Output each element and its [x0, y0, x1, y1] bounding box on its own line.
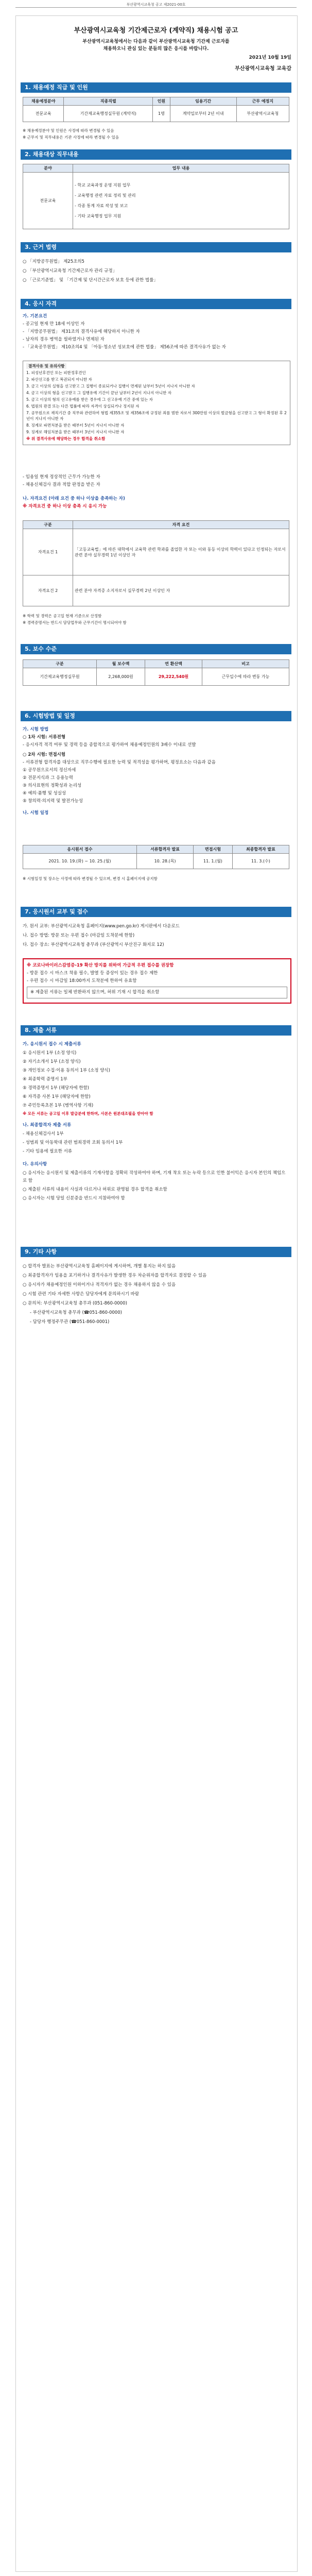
box-line: 4. 금고 이상의 형을 선고받고 그 집행유예 기간이 끝난 날부터 2년이 지나지 아니한 자	[26, 391, 172, 395]
box-line: 1. 피성년후견인 또는 피한정후견인	[26, 370, 86, 375]
exam-criterion: ① 공무원으로서의 정신자세	[23, 768, 76, 773]
table-cell: 기간제교육행정실무원	[23, 668, 97, 686]
duties-table	[23, 164, 289, 229]
intro-line: 부산광역시교육청에서는 다음과 같이 부산광역시교육청 기간제 근로자를	[82, 39, 230, 44]
table-header: 직종직렬	[64, 97, 153, 106]
note-text: ※ 경력증명서는 반드시 담당업무와 근무기간이 명시되어야 함	[23, 620, 127, 625]
etc-line: ○ 문의처: 부산광역시교육청 총무과 (051-860-0000)	[23, 1301, 127, 1306]
duties-cell	[73, 173, 289, 229]
table-header: 구분	[23, 660, 97, 668]
table-cell: 관련 분야 자격증 소지자로서 실무경력 2년 이상인 자	[73, 575, 289, 606]
positions-table	[23, 97, 289, 122]
law-list	[23, 258, 289, 285]
doc-note: ※ 모든 서류는 공고일 이후 발급분에 한하며, 사본은 원본대조필을 받아야 함	[23, 1111, 153, 1116]
etc-line: ○ 합격자 발표는 부산광역시교육청 홈페이지에 게시하며, 개별 통지는 하지 않음	[23, 1264, 176, 1269]
subsection-title: 나. 최종합격자 제출 서류	[23, 1123, 72, 1128]
table-cell: 기간제교육행정실무원 (계약직)	[64, 106, 153, 122]
table-cell: 전문교육	[23, 173, 73, 229]
section-heading-4: 4. 응시 자격	[21, 299, 291, 309]
caution-line: ○ 응시자는 시험 당일 신분증을 반드시 지참하여야 함	[23, 1196, 125, 1201]
table-cell: 자격요건 1	[23, 529, 73, 575]
subsection-title: 가. 응시원서 접수 시 제출서류	[23, 1042, 81, 1047]
box-line: 5. 금고 이상의 형의 선고유예를 받은 경우에 그 선고유예 기간 중에 있는 자	[26, 397, 153, 402]
table-header: 최종합격자 발표	[232, 845, 289, 854]
doc-item: ① 응시원서 1부 (소정 양식)	[23, 1050, 77, 1056]
etc-line: ○ 시험 관련 기타 자세한 사항은 담당자에게 문의하시기 바람	[23, 1292, 140, 1297]
section-heading-9: 9. 기타 사항	[21, 1247, 291, 1257]
table-header: 업무 내용	[73, 164, 289, 173]
doc-item: - 채용신체검사서 1부	[23, 1131, 64, 1137]
exam-criterion: ② 전문지식과 그 응용능력	[23, 775, 73, 781]
documents-info	[23, 1041, 289, 1204]
section-heading-2: 2. 채용대상 직무내용	[21, 149, 291, 160]
apply-line: 다. 접수 장소: 부산광역시교육청 총무과 (부산광역시 부산진구 화지로 12)	[23, 942, 164, 947]
doc-item: ⑦ 주민등록초본 1부 (병역사항 기재)	[23, 1103, 94, 1108]
requirements-notes	[23, 613, 289, 626]
box-line: 7. 공무원으로 재직기간 중 직무와 관련하여 형법 제355조 및 제356조에 규정된 죄를 범한 자로서 300만원 이상의 벌금형을 선고받고 그 형이 확정된 후 2년이 지나지 아니한 자	[26, 411, 287, 421]
table-cell: 「고등교육법」에 따른 대학에서 교육학 관련 학과를 졸업한 자 또는 이와 동등 이상의 학력이 있다고 인정되는 자로서 관련 분야 실무경력 1년 이상인 자	[73, 529, 289, 575]
table-header: 자격 요건	[73, 521, 289, 529]
requirements-table	[23, 520, 289, 606]
table-header: 구분	[23, 521, 73, 529]
table-cell: 2,268,000원	[96, 668, 145, 686]
covid-notice-box	[23, 958, 291, 1004]
doc-item: ② 자기소개서 1부 (소정 양식)	[23, 1059, 81, 1064]
table-header: 임용기간	[170, 97, 236, 106]
subsection-title: 나. 자격요건 (아래 요건 중 하나 이상을 충족하는 자)	[23, 496, 125, 501]
duty-item: - 기타 교육행정 업무 지원	[75, 213, 122, 218]
box-line: 3. 금고 이상의 실형을 선고받고 그 집행이 종료되거나 집행이 면제된 날부터 5년이 지나지 아니한 자	[26, 384, 195, 388]
positions-notes	[23, 128, 289, 141]
section-heading-7: 7. 응시원서 교부 및 접수	[21, 907, 291, 917]
etc-line: ○ 최종합격자가 임용을 포기하거나 결격사유가 발생한 경우 차순위자를 합격자로 결정할 수 있음	[23, 1273, 207, 1278]
box-line: 6. 법원의 판결 또는 다른 법률에 따라 자격이 상실되거나 정지된 자	[26, 404, 140, 409]
page-title: 부산광역시교육청 기간제근로자 (계약직) 채용시험 공고	[74, 27, 238, 35]
disqualification-box	[23, 361, 290, 445]
qual-line: - 채용신체검사 결과 적합 판정을 받은 자	[23, 482, 100, 487]
table-header: 서류합격자 발표	[136, 845, 193, 854]
doc-item: ⑥ 자격증 사본 1부 (해당자에 한함)	[23, 1094, 91, 1099]
box-line: 2. 파산선고를 받고 복권되지 아니한 자	[26, 377, 92, 382]
header-divider	[15, 7, 297, 8]
table-cell: 29,222,540원	[145, 668, 202, 686]
table-header: 인원	[153, 97, 170, 106]
box-line: ※ 위 결격사유에 해당하는 경우 합격을 취소함	[26, 436, 106, 441]
section-heading-8: 8. 제출 서류	[21, 1025, 291, 1036]
section-heading-1: 1. 채용예정 직급 및 인원	[21, 82, 291, 93]
contact-line: - 담당자 행정주무관 (☎051-860-0001)	[30, 1319, 110, 1325]
table-cell: 전문교육	[23, 106, 64, 122]
table-cell: 계약일로부터 2년 이내	[170, 106, 236, 122]
exam-step: ○ 2차 시험: 면접시험	[23, 752, 66, 757]
schedule-table	[23, 845, 289, 869]
qual-line: - 「교육공무원법」 제10조의4 및 「아동·청소년 성보호에 관한 법률」 제56조에 따른 결격사유가 없는 자	[23, 345, 226, 350]
table-header: 월 보수액	[96, 660, 145, 668]
table-cell: 11. 1.(월)	[194, 854, 233, 869]
table-header: 면접시험	[194, 845, 233, 854]
note-text: ※ 채용예정분야 및 인원은 사정에 따라 변경될 수 있음	[23, 128, 114, 133]
schedule-note: ※ 시험일정 및 장소는 사정에 따라 변경될 수 있으며, 변경 시 홈페이지에 공지함	[23, 876, 158, 881]
notice-line: - 우편 접수 시 마감일 18:00까지 도착분에 한하여 유효함	[27, 978, 137, 984]
table-cell: 자격요건 2	[23, 575, 73, 606]
law-item: ○ 「근로기준법」 및 「기간제 및 단시간근로자 보호 등에 관한 법률」	[23, 278, 158, 283]
doc-item: - 성범죄 및 아동학대 관련 범죄경력 조회 동의서 1부	[23, 1140, 123, 1145]
doc-item: ③ 개인정보 수집·이용 동의서 1부 (소정 양식)	[23, 1068, 110, 1073]
etc-info	[23, 1262, 289, 1327]
subsection-title: 가. 시험 방법	[23, 727, 49, 732]
exam-step: ○ 1차 시험: 서류전형	[23, 735, 66, 740]
intro-line: 채용하오니 관심 있는 분들의 많은 응시를 바랍니다.	[103, 46, 209, 52]
duty-item: - 각종 통계 자료 작성 및 보고	[75, 203, 128, 208]
table-header: 비고	[202, 660, 289, 668]
apply-line: 나. 접수 방법: 방문 또는 우편 접수 (마감일 도착분에 한함)	[23, 933, 135, 938]
exam-text: - 응시자격 적격 여부 및 경력 등을 종합적으로 평가하여 채용예정인원의 3배수 이내로 선발	[23, 742, 196, 748]
notice-line: - 방문 접수 시 마스크 착용 필수, 발열 등 증상이 있는 경우 접수 제한	[27, 971, 158, 976]
subsection-title: 나. 시험 일정	[23, 810, 49, 816]
qual-sub: ※ 자격요건 중 하나 이상 충족 시 응시 가능	[23, 504, 107, 509]
table-cell: 근무일수에 따라 변동 가능	[202, 668, 289, 686]
contact-line: - 부산광역시교육청 총무과 (☎051-860-0000)	[30, 1310, 122, 1315]
salary-table	[23, 659, 289, 686]
etc-line: ○ 응시자가 채용예정인원 이하이거나 적격자가 없는 경우 채용하지 않을 수 있음	[23, 1282, 176, 1287]
law-item: ○ 「부산광역시교육청 기간제근로자 관리 규정」	[23, 268, 117, 274]
section-heading-5: 5. 보수 수준	[21, 644, 291, 654]
note-text: ※ 근무지 및 직무내용은 기관 사정에 따라 변경될 수 있음	[23, 135, 119, 140]
box-line: 9. 징계로 해임처분을 받은 때부터 3년이 지나지 아니한 자	[26, 430, 125, 434]
note-text: ※ 학력 및 경력은 공고일 현재 기준으로 산정함	[23, 614, 102, 618]
box-title: 결격사유 및 유의사항	[26, 363, 66, 369]
section-heading-3: 3. 근거 법령	[21, 242, 291, 252]
exam-criterion: ③ 의사표현의 정확성과 논리성	[23, 783, 82, 788]
exam-criterion: ④ 예의·품행 및 성실성	[23, 791, 66, 796]
table-header: 채용예정분야	[23, 97, 64, 106]
exam-method	[23, 726, 289, 818]
duty-item: - 교육행정 관련 자료 정리 및 관리	[75, 193, 136, 198]
table-cell: 10. 28.(목)	[136, 854, 193, 869]
doc-item: ④ 최종학력 증명서 1부	[23, 1077, 67, 1082]
doc-item: ⑤ 경력증명서 1부 (해당자에 한함)	[23, 1086, 90, 1091]
subsection-title: 가. 기본요건	[23, 314, 47, 319]
exam-criterion: ⑤ 창의력·의지력 및 발전가능성	[23, 799, 83, 804]
table-cell: 1명	[153, 106, 170, 122]
apply-line: 가. 원서 교부: 부산광역시교육청 홈페이지(www.pen.go.kr) 게시판에서 다운로드	[23, 924, 180, 929]
caution-line: ○ 제출된 서류의 내용이 사실과 다르거나 허위로 판명될 경우 합격을 취소함	[23, 1187, 167, 1192]
subsection-title: 다. 유의사항	[23, 1162, 47, 1167]
intro-text	[21, 38, 291, 53]
qualifications-extra	[23, 474, 289, 511]
announcement-date: 2021년 10월 19일	[249, 55, 291, 60]
qual-line: - 남자의 경우 병역을 필하였거나 면제된 자	[23, 337, 105, 342]
exam-text: - 서류전형 합격자를 대상으로 직무수행에 필요한 능력 및 적격성을 평가하며, 평정요소는 다음과 같음	[23, 760, 216, 765]
table-header: 분야	[23, 164, 73, 173]
header-text: 부산광역시교육청 공고 제2021-00호	[126, 3, 186, 7]
caution-line: ○ 응시자는 응시원서 및 제출서류의 기재사항을 정확히 작성하여야 하며, 기재 착오 또는 누락 등으로 인한 불이익은 응시자 본인의 책임으로 함	[23, 1171, 286, 1183]
qual-line: - 임용일 현재 정상적인 근무가 가능한 자	[23, 474, 100, 480]
duty-item: - 학교 교육과정 운영 지원 업무	[75, 182, 131, 188]
box-line: 8. 징계로 파면처분을 받은 때부터 5년이 지나지 아니한 자	[26, 423, 125, 428]
application-info	[23, 922, 289, 950]
table-header: 응시원서 접수	[23, 845, 137, 854]
table-cell: 11. 3.(수)	[232, 854, 289, 869]
issuing-agency: 부산광역시교육청 교육감	[235, 66, 291, 72]
section-heading-6: 6. 시험방법 및 일정	[21, 711, 291, 721]
notice-title: ※ 코로나바이러스감염증-19 확산 방지를 위하여 가급적 우편 접수를 권장함	[27, 963, 174, 968]
doc-item: - 기타 임용에 필요한 서류	[23, 1149, 72, 1154]
table-cell: 부산광역시교육청	[236, 106, 289, 122]
qualifications-basic	[23, 313, 289, 352]
qual-line: - 공고일 현재 만 18세 이상인 자	[23, 321, 85, 327]
table-header: 연 환산액	[145, 660, 202, 668]
table-cell: 2021. 10. 19.(화) ~ 10. 25.(월)	[23, 854, 137, 869]
qual-line: - 「지방공무원법」 제31조의 결격사유에 해당하지 아니한 자	[23, 329, 140, 334]
notice-inner-box: ※ 제출된 서류는 일체 반환하지 않으며, 허위 기재 시 합격을 취소함	[27, 987, 287, 998]
law-item: ○ 「지방공무원법」 제25조의5	[23, 259, 84, 264]
table-header: 근무 예정지	[236, 97, 289, 106]
